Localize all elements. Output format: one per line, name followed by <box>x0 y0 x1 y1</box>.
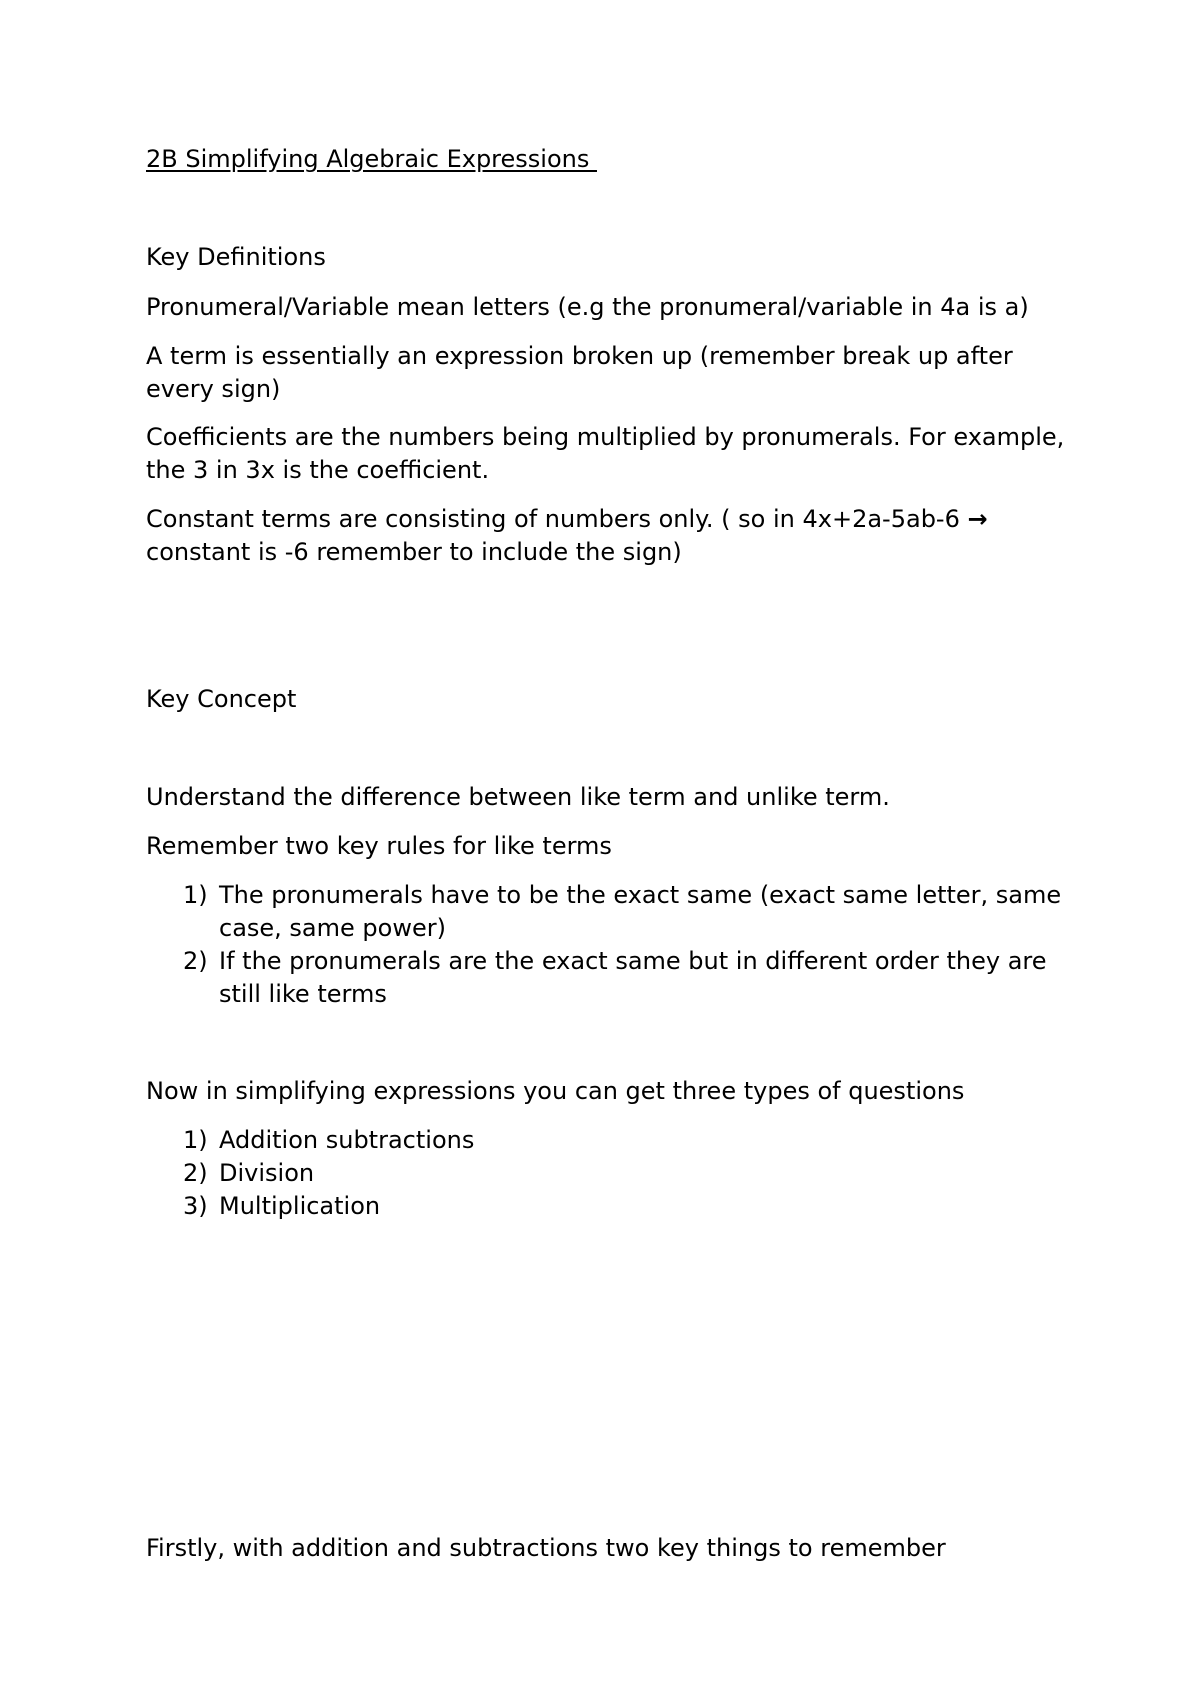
firstly-addition-subtraction: Firstly, with addition and subtractions two key things to remember <box>146 1534 946 1562</box>
question-types-list <box>146 1124 1066 1223</box>
list-item-text: The pronumerals have to be the exact same (exact same letter, same case, same power) <box>219 881 1062 942</box>
list-number: 2) <box>183 1159 208 1187</box>
definition-constant <box>146 503 1066 569</box>
list-item <box>146 1124 1066 1157</box>
list-item-text: Division <box>219 1159 315 1187</box>
list-item <box>146 1190 1066 1223</box>
list-item <box>146 945 1066 1011</box>
key-concept-heading: Key Concept <box>146 685 297 713</box>
remember-rules-intro: Remember two key rules for like terms <box>146 832 612 860</box>
definition-coefficients: Coefficients are the numbers being multiplied by pronumerals. For example, the 3 in 3x is the coefficient. <box>146 423 1065 484</box>
understand-like-terms: Understand the difference between like term and unlike term. <box>146 783 890 811</box>
list-number: 1) <box>183 1126 208 1154</box>
definition-term: A term is essentially an expression broken up (remember break up after every sign) <box>146 342 1013 403</box>
definition-constant-text-start: Constant terms are consisting of numbers only. ( so in 4x+2a-5ab-6 <box>146 505 968 533</box>
page-title: 2B Simplifying Algebraic Expressions <box>146 145 597 173</box>
definition-pronumeral: Pronumeral/Variable mean letters (e.g the pronumeral/variable in 4a is a) <box>146 293 1029 321</box>
list-item <box>146 879 1066 945</box>
right-arrow-icon: → <box>967 505 988 533</box>
question-types-intro: Now in simplifying expressions you can get three types of questions <box>146 1077 965 1105</box>
key-definitions-heading: Key Definitions <box>146 243 326 271</box>
list-item-text: Addition subtractions <box>219 1126 475 1154</box>
list-item-text: If the pronumerals are the exact same but in different order they are still like terms <box>219 947 1047 1008</box>
list-item <box>146 1157 1066 1190</box>
list-item-text: Multiplication <box>219 1192 381 1220</box>
list-number: 2) <box>183 947 208 975</box>
list-number: 1) <box>183 881 208 909</box>
like-terms-rules-list <box>146 879 1066 1011</box>
definition-constant-text-end: constant is -6 remember to include the sign) <box>146 538 682 566</box>
list-number: 3) <box>183 1192 208 1220</box>
